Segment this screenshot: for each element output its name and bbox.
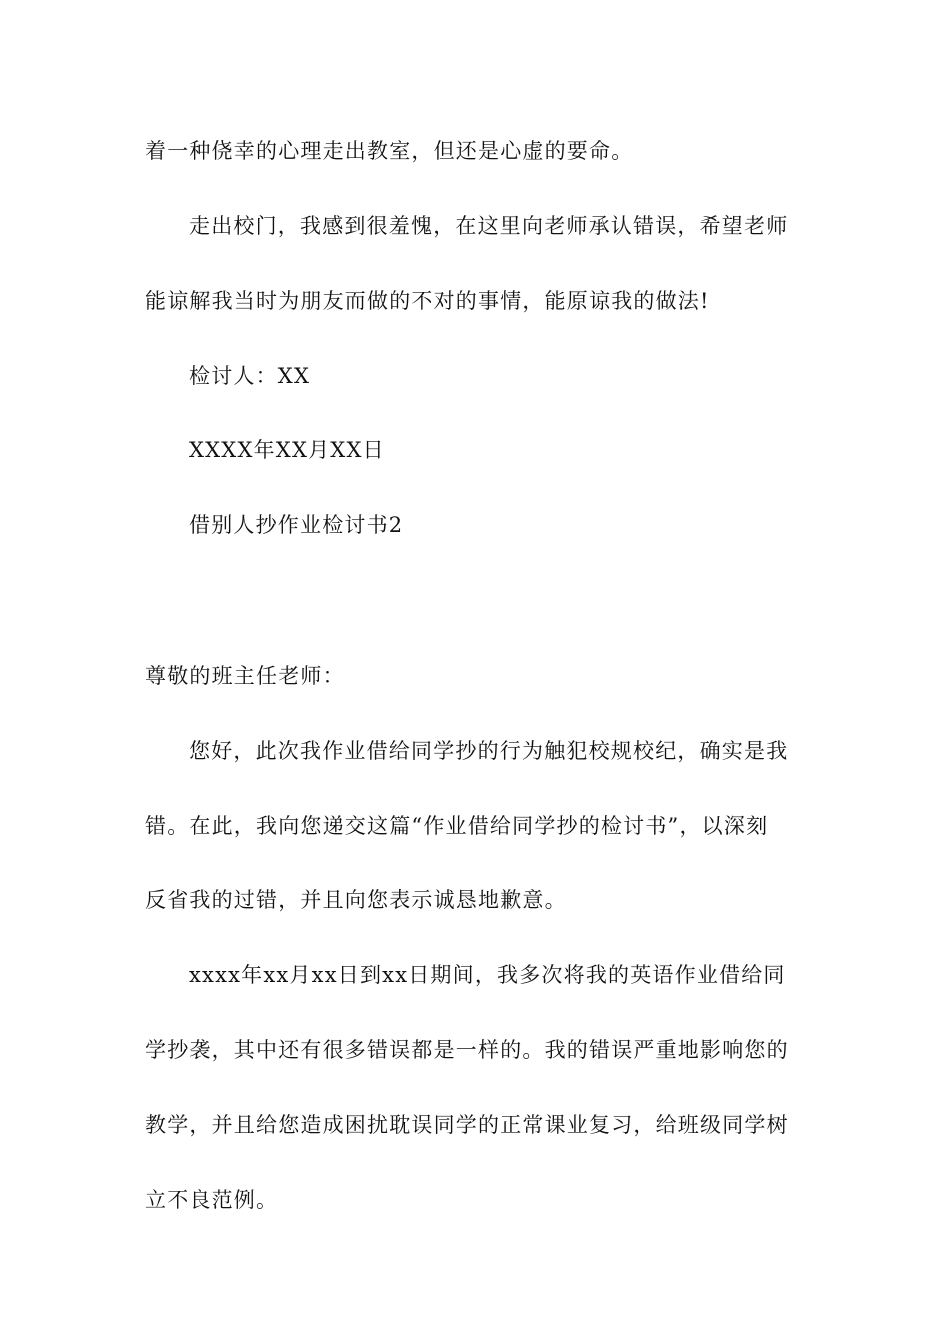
salutation: 尊敬的班主任老师： (145, 664, 345, 688)
section-title: 借别人抄作业检讨书2 (189, 513, 404, 537)
signature-line: 检讨人：XX (189, 364, 311, 388)
paragraph-line: 立不良范例。 (145, 1188, 279, 1212)
paragraph-line: 您好，此次我作业借给同学抄的行为触犯校规校纪，确实是我 (189, 739, 789, 763)
paragraph-line: 错。在此，我向您递交这篇“作业借给同学抄的检讨书”，以深刻 (145, 814, 769, 838)
paragraph-line: xxxx年xx月xx日到xx日期间，我多次将我的英语作业借给同 (189, 963, 786, 987)
paragraph-line: 着一种侥幸的心理走出教室，但还是心虚的要命。 (145, 139, 634, 163)
date-line: XXXX年XX月XX日 (189, 438, 385, 462)
paragraph-line: 教学，并且给您造成困扰耽误同学的正常课业复习，给班级同学树 (145, 1113, 789, 1137)
paragraph-line: 学抄袭，其中还有很多错误都是一样的。我的错误严重地影响您的 (145, 1038, 789, 1062)
paragraph-line: 走出校门，我感到很羞愧，在这里向老师承认错误，希望老师 (189, 214, 789, 238)
paragraph-line: 反省我的过错，并且向您表示诚恳地歉意。 (145, 888, 567, 912)
paragraph-line: 能谅解我当时为朋友而做的不对的事情，能原谅我的做法! (145, 289, 710, 313)
